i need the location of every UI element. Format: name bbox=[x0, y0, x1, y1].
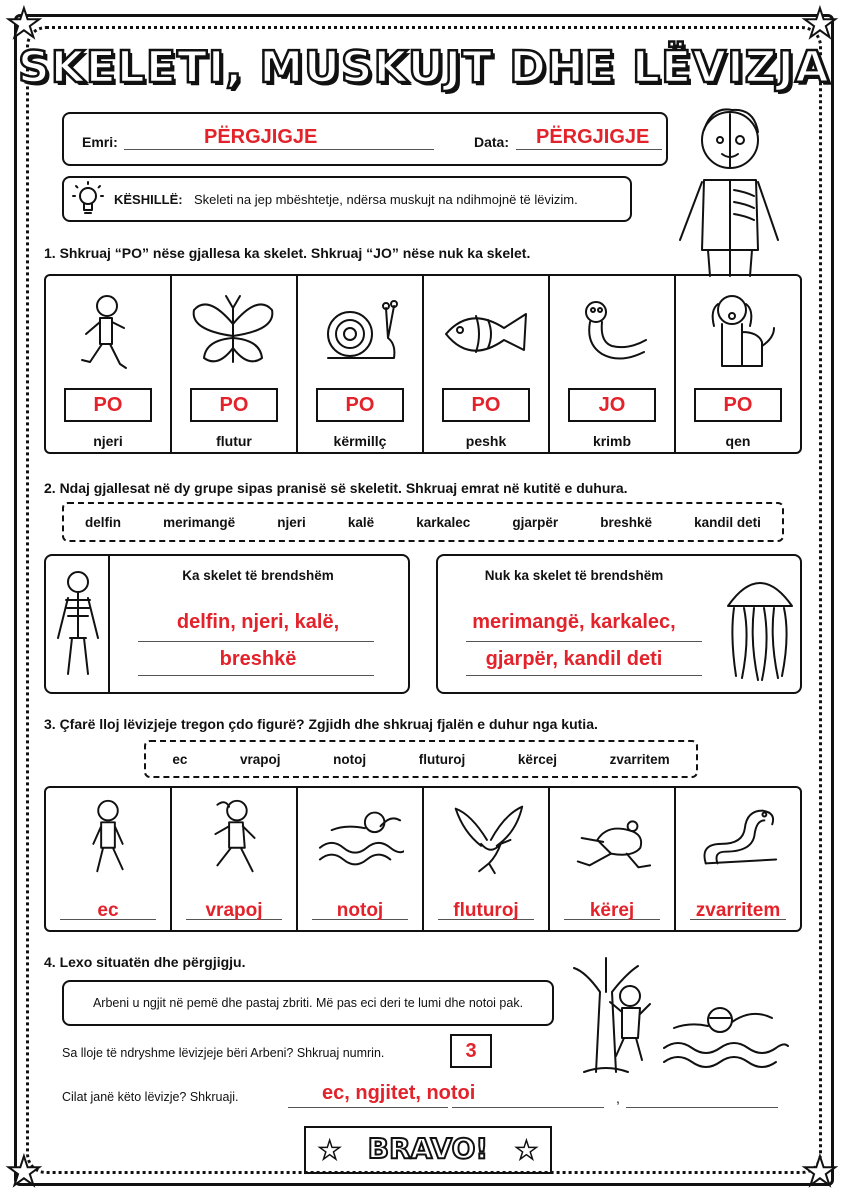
dog-icon bbox=[692, 286, 782, 376]
tip-box bbox=[62, 176, 632, 222]
frog-icon bbox=[568, 794, 656, 880]
name-date-box bbox=[62, 112, 668, 166]
q1-answer-box[interactable]: PO bbox=[694, 388, 782, 422]
group-with-skeleton bbox=[44, 554, 410, 694]
word-bank-item: ec bbox=[172, 751, 188, 767]
q3-answer: notoj bbox=[336, 900, 384, 921]
word-bank-item: njeri bbox=[277, 514, 306, 530]
q3-item bbox=[46, 788, 172, 930]
list-answer: ec, ngjitet, notoi bbox=[322, 1082, 476, 1104]
butterfly-icon bbox=[188, 286, 278, 376]
q3-item bbox=[550, 788, 676, 930]
swimmer-icon bbox=[316, 794, 404, 880]
group-without-title: Nuk ka skelet të brendshëm bbox=[484, 568, 664, 583]
date-label: Data: bbox=[474, 134, 510, 150]
word-bank-item: kandil deti bbox=[694, 514, 761, 530]
star-icon: ★ bbox=[318, 1136, 342, 1166]
q1-item-qen bbox=[676, 276, 800, 452]
tip-label: KËSHILLË: bbox=[114, 192, 183, 207]
q3-answer: kërej bbox=[589, 900, 635, 921]
word-bank-item: merimangë bbox=[163, 514, 236, 530]
q1-answer-box[interactable]: PO bbox=[190, 388, 278, 422]
name-value: PËRGJIGJE bbox=[204, 126, 318, 148]
boy-swimming-illustration bbox=[660, 990, 790, 1070]
group-with-title: Ka skelet të brendshëm bbox=[182, 568, 334, 583]
bird-icon bbox=[442, 794, 530, 880]
question-2-prompt: 2. Ndaj gjallesat në dy grupe sipas pranisë së skeletit. Shkruaj emrat në kutitë e duhura. bbox=[44, 480, 628, 496]
group-without-skeleton bbox=[436, 554, 802, 694]
q1-answer-box[interactable]: PO bbox=[442, 388, 530, 422]
q3-answer: ec bbox=[97, 900, 119, 921]
q1-animal-label: flutur bbox=[216, 433, 252, 449]
fish-icon bbox=[440, 286, 530, 376]
walking-boy-icon bbox=[64, 794, 152, 880]
list-question: Cilat janë këto lëvizje? Shkruaji. bbox=[62, 1090, 239, 1104]
q3-movement-grid bbox=[44, 786, 802, 932]
snake-icon bbox=[694, 794, 782, 880]
count-answer-box[interactable]: 3 bbox=[450, 1034, 492, 1068]
separator-comma: , bbox=[616, 1090, 620, 1106]
star-icon: ★ bbox=[802, 1149, 838, 1195]
question-3-prompt: 3. Çfarë lloj lëvizjeje tregon çdo figurë? Zgjidh dhe shkruaj fjalën e duhur nga kutia. bbox=[44, 716, 598, 732]
group-without-answer-2: gjarpër, kandil deti bbox=[485, 648, 663, 670]
q1-item-flutur bbox=[172, 276, 298, 452]
word-bank-item: gjarpër bbox=[512, 514, 559, 530]
word-bank-item: breshkë bbox=[600, 514, 653, 530]
star-icon: ★ bbox=[802, 1, 838, 47]
q1-answer-box[interactable]: PO bbox=[316, 388, 404, 422]
question-4-prompt: 4. Lexo situatën dhe përgjigju. bbox=[44, 954, 246, 970]
boy-climbing-tree-illustration bbox=[566, 952, 666, 1074]
q1-item-kërmillç bbox=[298, 276, 424, 452]
running-girl-icon bbox=[190, 794, 278, 880]
boy-skeleton-illustration bbox=[672, 100, 792, 280]
word-bank-item: karkalec bbox=[416, 514, 471, 530]
running-boy-icon bbox=[62, 286, 152, 376]
q1-animal-label: krimb bbox=[592, 433, 632, 449]
star-icon: ★ bbox=[514, 1136, 538, 1166]
q1-item-njeri bbox=[46, 276, 172, 452]
q1-animal-grid bbox=[44, 274, 802, 454]
word-bank-item: delfin bbox=[85, 514, 122, 530]
q1-answer-box[interactable]: PO bbox=[64, 388, 152, 422]
q1-answer-box[interactable]: JO bbox=[568, 388, 656, 422]
word-bank-item: kërcej bbox=[517, 751, 557, 767]
group-without-answer-1: merimangë, karkalec, bbox=[472, 611, 676, 633]
star-icon: ★ bbox=[6, 1, 42, 47]
q3-item bbox=[424, 788, 550, 930]
count-question: Sa lloje të ndryshme lëvizjeje bëri Arbeni? Shkruaj numrin. bbox=[62, 1046, 385, 1060]
lightbulb-icon bbox=[68, 180, 108, 220]
answer-line[interactable] bbox=[626, 1088, 778, 1108]
q1-animal-label: njeri bbox=[93, 433, 123, 449]
q1-animal-label: kërmillç bbox=[333, 433, 387, 449]
bravo-text: BRAVO! bbox=[367, 1132, 489, 1165]
group-with-answer-2: breshkë bbox=[219, 648, 297, 670]
bravo-banner bbox=[304, 1126, 552, 1174]
story-box: Arbeni u ngjit në pemë dhe pastaj zbriti. Më pas eci deri te lumi dhe notoi pak. bbox=[62, 980, 554, 1026]
star-icon: ★ bbox=[6, 1149, 42, 1195]
question-1-prompt: 1. Shkruaj “PO” nëse gjallesa ka skelet. Shkruaj “JO” nëse nuk ka skelet. bbox=[44, 245, 531, 261]
q3-answer: vrapoj bbox=[205, 900, 263, 921]
q1-item-krimb bbox=[550, 276, 676, 452]
tip-text: Skeleti na jep mbështetje, ndërsa muskujt na ndihmojnë të lëvizim. bbox=[194, 192, 578, 207]
worm-icon bbox=[566, 286, 656, 376]
page-title: SKELETI, MUSKUJT DHE LËVIZJA bbox=[18, 42, 830, 93]
word-bank-item: zvarritem bbox=[609, 751, 670, 767]
group-with-answer-1: delfin, njeri, kalë, bbox=[176, 611, 340, 633]
skeleton-icon bbox=[50, 568, 106, 678]
word-bank-item: fluturoj bbox=[418, 751, 466, 767]
q3-item bbox=[172, 788, 298, 930]
word-bank-item: vrapoj bbox=[239, 751, 281, 767]
name-label: Emri: bbox=[82, 134, 118, 150]
word-bank-item: notoj bbox=[333, 751, 367, 767]
q3-item bbox=[298, 788, 424, 930]
jellyfish-icon bbox=[720, 566, 800, 686]
word-bank-item: kalë bbox=[347, 514, 375, 530]
q1-animal-label: peshk bbox=[465, 433, 507, 449]
q3-item bbox=[676, 788, 800, 930]
q3-word-bank bbox=[144, 740, 698, 778]
snail-icon bbox=[314, 286, 404, 376]
q3-answer: zvarritem bbox=[695, 900, 781, 921]
q1-item-peshk bbox=[424, 276, 550, 452]
q3-answer: fluturoj bbox=[453, 900, 519, 921]
q1-animal-label: qen bbox=[725, 433, 751, 449]
q2-word-bank bbox=[62, 502, 784, 542]
date-value: PËRGJIGJE bbox=[536, 126, 650, 148]
